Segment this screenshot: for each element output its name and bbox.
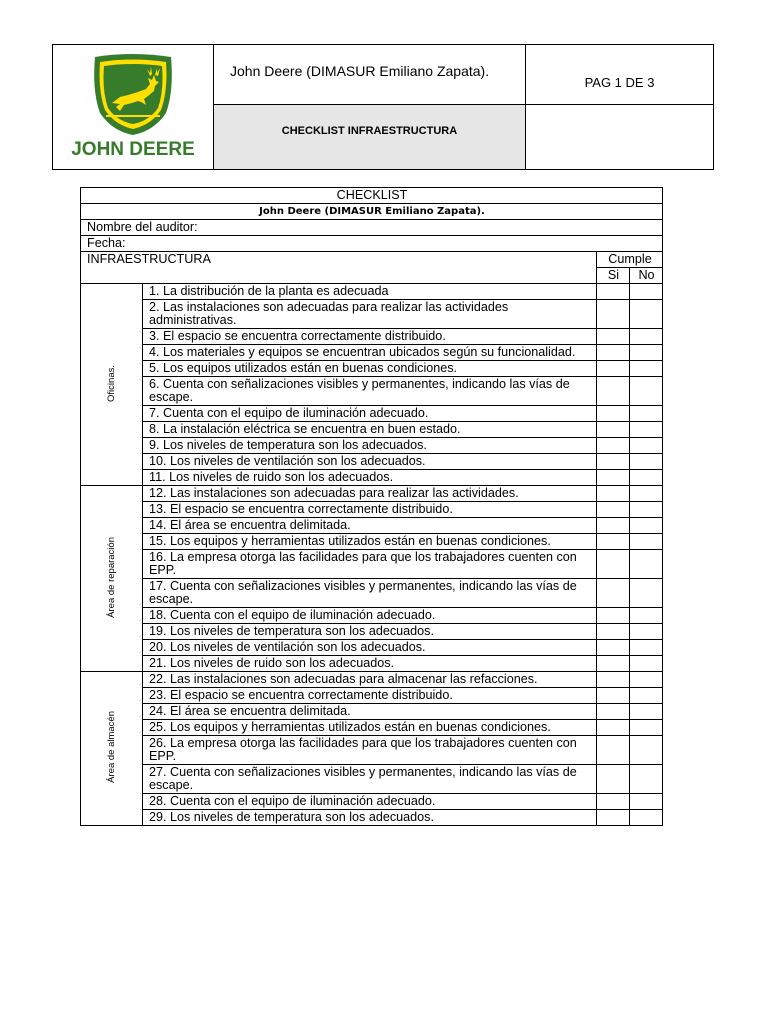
checklist-item-text: 5. Los equipos utilizados están en buenas condiciones.	[143, 361, 597, 377]
checklist-item-text: 29. Los niveles de temperatura son los adecuados.	[143, 810, 597, 826]
cumple-header: Cumple	[597, 252, 663, 268]
no-checkbox-cell[interactable]	[630, 329, 663, 345]
checklist-item-row	[81, 794, 663, 810]
no-checkbox-cell[interactable]	[630, 736, 663, 765]
document-subtitle: CHECKLIST INFRAESTRUCTURA	[214, 105, 526, 169]
yes-checkbox-cell[interactable]	[597, 624, 630, 640]
yes-checkbox-cell[interactable]	[597, 794, 630, 810]
no-checkbox-cell[interactable]	[630, 720, 663, 736]
checklist-table	[80, 187, 663, 826]
no-checkbox-cell[interactable]	[630, 579, 663, 608]
no-checkbox-cell[interactable]	[630, 534, 663, 550]
yes-checkbox-cell[interactable]	[597, 608, 630, 624]
checklist-item-row	[81, 438, 663, 454]
yes-checkbox-cell[interactable]	[597, 736, 630, 765]
checklist-item-row	[81, 470, 663, 486]
yes-checkbox-cell[interactable]	[597, 454, 630, 470]
no-checkbox-cell[interactable]	[630, 518, 663, 534]
checklist-item-text: 20. Los niveles de ventilación son los adecuados.	[143, 640, 597, 656]
checklist-item-text: 21. Los niveles de ruido son los adecuados.	[143, 656, 597, 672]
checklist-item-row	[81, 406, 663, 422]
checklist-item-text: 7. Cuenta con el equipo de iluminación adecuado.	[143, 406, 597, 422]
no-checkbox-cell[interactable]	[630, 284, 663, 300]
checklist-item-text: 3. El espacio se encuentra correctamente distribuido.	[143, 329, 597, 345]
auditor-field[interactable]: Nombre del auditor:	[81, 220, 663, 236]
no-checkbox-cell[interactable]	[630, 550, 663, 579]
checklist-item-row	[81, 624, 663, 640]
checklist-item-text: 25. Los equipos y herramientas utilizados están en buenas condiciones.	[143, 720, 597, 736]
yes-header: Si	[597, 268, 630, 284]
yes-checkbox-cell[interactable]	[597, 765, 630, 794]
checklist-item-text: 19. Los niveles de temperatura son los adecuados.	[143, 624, 597, 640]
no-checkbox-cell[interactable]	[630, 765, 663, 794]
checklist-item-row	[81, 688, 663, 704]
yes-checkbox-cell[interactable]	[597, 345, 630, 361]
no-checkbox-cell[interactable]	[630, 672, 663, 688]
checklist-item-row	[81, 534, 663, 550]
checklist-item-row	[81, 502, 663, 518]
auditor-row	[81, 220, 663, 236]
checklist-item-text: 4. Los materiales y equipos se encuentran ubicados según su funcionalidad.	[143, 345, 597, 361]
no-checkbox-cell[interactable]	[630, 361, 663, 377]
page-indicator: PAG 1 DE 3	[526, 45, 713, 105]
yes-checkbox-cell[interactable]	[597, 422, 630, 438]
checklist-item-text: 14. El área se encuentra delimitada.	[143, 518, 597, 534]
checklist-item-text: 27. Cuenta con señalizaciones visibles y permanentes, indicando las vías de escape.	[143, 765, 597, 794]
yes-checkbox-cell[interactable]	[597, 502, 630, 518]
checklist-item-row	[81, 704, 663, 720]
yes-checkbox-cell[interactable]	[597, 720, 630, 736]
yes-checkbox-cell[interactable]	[597, 656, 630, 672]
checklist-item-row	[81, 486, 663, 502]
checklist-item-text: 11. Los niveles de ruido son los adecuados.	[143, 470, 597, 486]
empty-cell	[526, 105, 713, 169]
checklist-item-text: 17. Cuenta con señalizaciones visibles y permanentes, indicando las vías de escape.	[143, 579, 597, 608]
checklist-company-row	[81, 204, 663, 220]
checklist-item-text: 13. El espacio se encuentra correctamente distribuido.	[143, 502, 597, 518]
yes-checkbox-cell[interactable]	[597, 534, 630, 550]
yes-checkbox-cell[interactable]	[597, 329, 630, 345]
section-label-cell	[81, 284, 143, 486]
yes-checkbox-cell[interactable]	[597, 470, 630, 486]
no-checkbox-cell[interactable]	[630, 486, 663, 502]
company-title: John Deere (DIMASUR Emiliano Zapata).	[214, 45, 526, 105]
checklist-title-row	[81, 188, 663, 204]
no-checkbox-cell[interactable]	[630, 656, 663, 672]
checklist-item-text: 23. El espacio se encuentra correctamente distribuido.	[143, 688, 597, 704]
document-header	[52, 44, 714, 170]
checklist-item-row	[81, 361, 663, 377]
john-deere-logo	[62, 51, 205, 163]
section-label: Área de reparación	[106, 536, 117, 618]
checklist-item-text: 18. Cuenta con el equipo de iluminación adecuado.	[143, 608, 597, 624]
section-label-cell	[81, 486, 143, 672]
section-label: Oficinas.	[106, 364, 117, 402]
checklist-item-row	[81, 656, 663, 672]
yes-checkbox-cell[interactable]	[597, 300, 630, 329]
checklist-item-text: 24. El área se encuentra delimitada.	[143, 704, 597, 720]
date-field[interactable]: Fecha:	[81, 236, 663, 252]
yes-checkbox-cell[interactable]	[597, 438, 630, 454]
checklist-item-row	[81, 550, 663, 579]
no-checkbox-cell[interactable]	[630, 406, 663, 422]
yes-checkbox-cell[interactable]	[597, 672, 630, 688]
section-label: Área de almacén	[106, 711, 117, 783]
section-label-cell	[81, 672, 143, 826]
checklist-item-row	[81, 329, 663, 345]
checklist-item-row	[81, 422, 663, 438]
checklist-item-row	[81, 608, 663, 624]
yes-checkbox-cell[interactable]	[597, 579, 630, 608]
yes-checkbox-cell[interactable]	[597, 486, 630, 502]
checklist-item-text: 28. Cuenta con el equipo de iluminación adecuado.	[143, 794, 597, 810]
checklist-item-row	[81, 640, 663, 656]
yes-checkbox-cell[interactable]	[597, 688, 630, 704]
no-checkbox-cell[interactable]	[630, 345, 663, 361]
yes-checkbox-cell[interactable]	[597, 406, 630, 422]
checklist-item-row	[81, 300, 663, 329]
checklist-item-row	[81, 345, 663, 361]
no-checkbox-cell[interactable]	[630, 470, 663, 486]
checklist-title: CHECKLIST	[81, 188, 663, 204]
checklist-item-text: 12. Las instalaciones son adecuadas para realizar las actividades.	[143, 486, 597, 502]
checklist-item-text: 8. La instalación eléctrica se encuentra en buen estado.	[143, 422, 597, 438]
no-checkbox-cell[interactable]	[630, 454, 663, 470]
checklist-item-row	[81, 720, 663, 736]
no-header: No	[630, 268, 663, 284]
checklist-item-row	[81, 672, 663, 688]
no-checkbox-cell[interactable]	[630, 608, 663, 624]
checklist-item-row	[81, 810, 663, 826]
yes-checkbox-cell[interactable]	[597, 377, 630, 406]
checklist-item-row	[81, 284, 663, 300]
checklist-item-row	[81, 377, 663, 406]
checklist-item-row	[81, 454, 663, 470]
checklist-item-row	[81, 518, 663, 534]
checklist-item-text: 22. Las instalaciones son adecuadas para almacenar las refacciones.	[143, 672, 597, 688]
checklist-item-text: 10. Los niveles de ventilación son los adecuados.	[143, 454, 597, 470]
yes-checkbox-cell[interactable]	[597, 640, 630, 656]
yes-checkbox-cell[interactable]	[597, 361, 630, 377]
checklist-item-text: 15. Los equipos y herramientas utilizados están en buenas condiciones.	[143, 534, 597, 550]
checklist-item-row	[81, 579, 663, 608]
no-checkbox-cell[interactable]	[630, 438, 663, 454]
no-checkbox-cell[interactable]	[630, 810, 663, 826]
checklist-item-text: 2. Las instalaciones son adecuadas para realizar las actividades administrativas.	[143, 300, 597, 329]
yes-checkbox-cell[interactable]	[597, 550, 630, 579]
checklist-item-text: 6. Cuenta con señalizaciones visibles y permanentes, indicando las vías de escape.	[143, 377, 597, 406]
checklist-item-text: 1. La distribución de la planta es adecuada	[143, 284, 597, 300]
checklist-item-text: 16. La empresa otorga las facilidades para que los trabajadores cuenten con EPP.	[143, 550, 597, 579]
no-checkbox-cell[interactable]	[630, 794, 663, 810]
checklist-item-row	[81, 736, 663, 765]
no-checkbox-cell[interactable]	[630, 640, 663, 656]
checklist-item-text: 26. La empresa otorga las facilidades para que los trabajadores cuenten con EPP.	[143, 736, 597, 765]
no-checkbox-cell[interactable]	[630, 300, 663, 329]
no-checkbox-cell[interactable]	[630, 688, 663, 704]
no-checkbox-cell[interactable]	[630, 422, 663, 438]
yes-checkbox-cell[interactable]	[597, 518, 630, 534]
no-checkbox-cell[interactable]	[630, 624, 663, 640]
category-header-row	[81, 252, 663, 268]
checklist-item-text: 9. Los niveles de temperatura son los adecuados.	[143, 438, 597, 454]
checklist-item-row	[81, 765, 663, 794]
no-checkbox-cell[interactable]	[630, 502, 663, 518]
logo-cell	[53, 45, 214, 169]
no-checkbox-cell[interactable]	[630, 377, 663, 406]
no-checkbox-cell[interactable]	[630, 704, 663, 720]
category-label: INFRAESTRUCTURA	[81, 252, 597, 284]
yes-checkbox-cell[interactable]	[597, 284, 630, 300]
logo-wordmark: JOHN DEERE	[71, 139, 195, 160]
yes-checkbox-cell[interactable]	[597, 810, 630, 826]
yes-checkbox-cell[interactable]	[597, 704, 630, 720]
date-row	[81, 236, 663, 252]
checklist-company: John Deere (DIMASUR Emiliano Zapata).	[81, 204, 663, 220]
